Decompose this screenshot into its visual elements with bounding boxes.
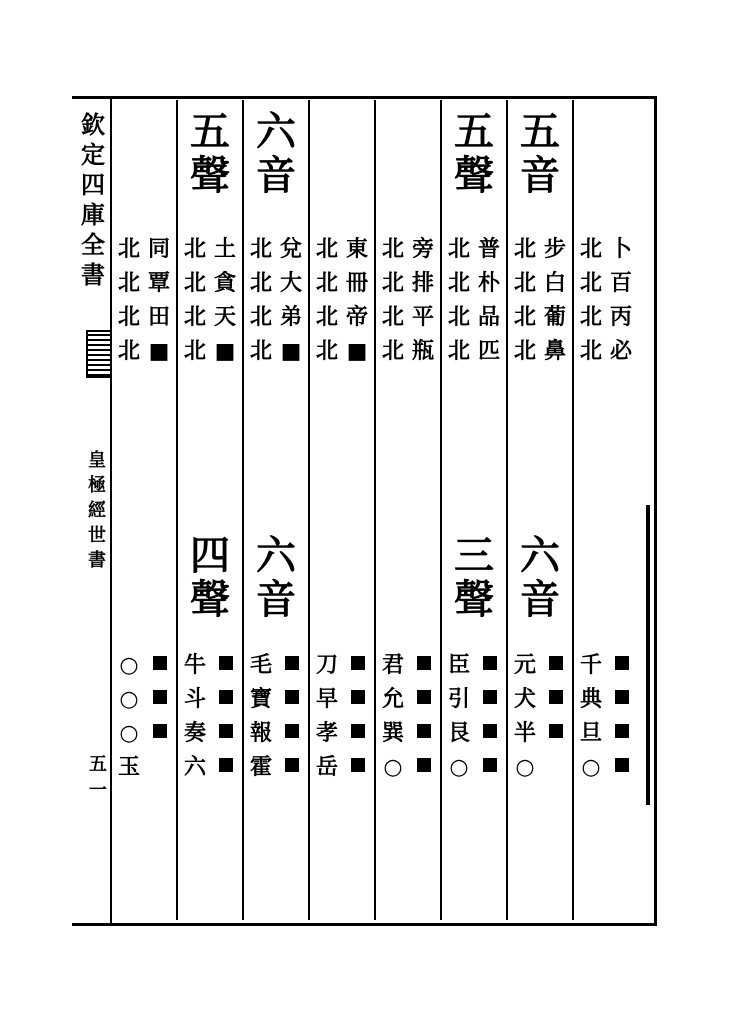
page-frame	[72, 96, 657, 926]
top-col-a-side: 北 北 北 北	[117, 236, 140, 364]
page-number: 五一	[89, 754, 107, 801]
filled-square-mark	[285, 690, 299, 704]
bottom-header-1: 四聲	[190, 532, 230, 623]
book-name-char: 皇	[88, 450, 106, 471]
filled-square-mark	[549, 690, 563, 704]
marker-column	[282, 656, 302, 772]
filled-square-mark	[417, 656, 431, 670]
margin-title-char: 全	[81, 230, 105, 259]
filled-square-mark	[615, 656, 629, 670]
filled-square-mark	[417, 758, 431, 772]
top-header-2: 六音	[256, 108, 296, 199]
bottom-col-e: 君 允 巽 ○	[381, 652, 404, 780]
top-col-d-side: 北 北 北 北	[315, 236, 338, 364]
column-rule	[572, 100, 574, 920]
filled-square-mark	[285, 724, 299, 738]
filled-square-mark	[351, 724, 365, 738]
column-rule	[506, 100, 508, 920]
margin-title-char: 定	[81, 140, 105, 169]
fish-tail-mark	[86, 330, 112, 378]
filled-square-mark	[483, 656, 497, 670]
filled-square-mark	[351, 656, 365, 670]
margin-title	[78, 110, 108, 290]
bottom-header-4: 六音	[520, 532, 560, 623]
filled-square-mark	[351, 758, 365, 772]
top-col-e-side: 北 北 北 北	[381, 236, 404, 364]
margin-title-char: 欽	[81, 110, 105, 139]
bottom-header-2: 六音	[256, 532, 296, 623]
book-name	[84, 448, 110, 573]
top-col-d: 東 冊 帝 ■	[345, 236, 368, 364]
top-col-c-side: 北 北 北 北	[249, 236, 272, 364]
filled-square-mark	[615, 690, 629, 704]
marker-column	[612, 656, 632, 772]
filled-square-mark	[351, 690, 365, 704]
book-name-char: 世	[88, 525, 106, 546]
filled-square-mark	[483, 690, 497, 704]
marker-column	[150, 656, 170, 738]
top-header-3: 五聲	[454, 108, 494, 199]
filled-square-mark	[153, 690, 167, 704]
filled-square-mark	[219, 724, 233, 738]
column-rule	[374, 100, 376, 920]
filled-square-mark	[153, 656, 167, 670]
top-col-g: 步 白 葡 鼻	[543, 236, 566, 364]
marker-column	[546, 656, 566, 738]
filled-square-mark	[219, 690, 233, 704]
bottom-col-h: 千 典 旦 ○	[579, 652, 602, 780]
filled-square-mark	[285, 656, 299, 670]
margin-title-char: 四	[81, 170, 105, 199]
top-col-e: 旁 排 平 瓶	[411, 236, 434, 364]
column-rule	[242, 100, 244, 920]
marker-column	[216, 656, 236, 772]
filled-square-mark	[615, 724, 629, 738]
bottom-col-a: ○ ○ ○ 玉	[117, 652, 140, 780]
filled-square-mark	[549, 656, 563, 670]
filled-square-mark	[219, 656, 233, 670]
book-name-char: 書	[88, 550, 106, 571]
bottom-col-g: 元 犬 半 ○	[513, 652, 536, 780]
book-name-char: 經	[88, 500, 106, 521]
top-col-h-side: 北 北 北 北	[579, 236, 602, 364]
marker-column	[414, 656, 434, 772]
filled-square-mark	[153, 724, 167, 738]
top-col-b: 土 貪 天 ■	[213, 236, 236, 364]
bottom-col-f: 臣 引 艮 ○	[447, 652, 470, 780]
filled-square-mark	[417, 724, 431, 738]
margin-title-char: 庫	[81, 200, 105, 229]
column-rule	[308, 100, 310, 920]
top-col-b-side: 北 北 北 北	[183, 236, 206, 364]
top-header-1: 五聲	[190, 108, 230, 199]
bottom-col-b: 牛 斗 奏 六	[183, 652, 206, 780]
top-col-a: 同 覃 田 ■	[147, 236, 170, 364]
top-col-f-side: 北 北 北 北	[447, 236, 470, 364]
top-col-f: 普 朴 品 匹	[477, 236, 500, 364]
book-name-char: 極	[88, 475, 106, 496]
top-col-h: 卜 百 丙 必	[609, 236, 632, 364]
filled-square-mark	[549, 724, 563, 738]
bottom-col-c: 毛 寶 報 霍	[249, 652, 272, 780]
filled-square-mark	[285, 758, 299, 772]
marker-column	[348, 656, 368, 772]
top-col-c: 兌 大 弟 ■	[279, 236, 302, 364]
filled-square-mark	[615, 758, 629, 772]
bottom-header-3: 三聲	[454, 532, 494, 623]
filled-square-mark	[417, 690, 431, 704]
column-rule	[440, 100, 442, 920]
top-col-g-side: 北 北 北 北	[513, 236, 536, 364]
margin-title-char: 書	[81, 260, 105, 289]
bottom-col-d: 刀 早 孝 岳	[315, 652, 338, 780]
margin-rule	[110, 98, 112, 924]
edge-mark	[646, 505, 650, 805]
column-rule	[176, 100, 178, 920]
marker-column	[480, 656, 500, 772]
filled-square-mark	[483, 724, 497, 738]
top-header-4: 五音	[520, 108, 560, 199]
filled-square-mark	[483, 758, 497, 772]
filled-square-mark	[219, 758, 233, 772]
